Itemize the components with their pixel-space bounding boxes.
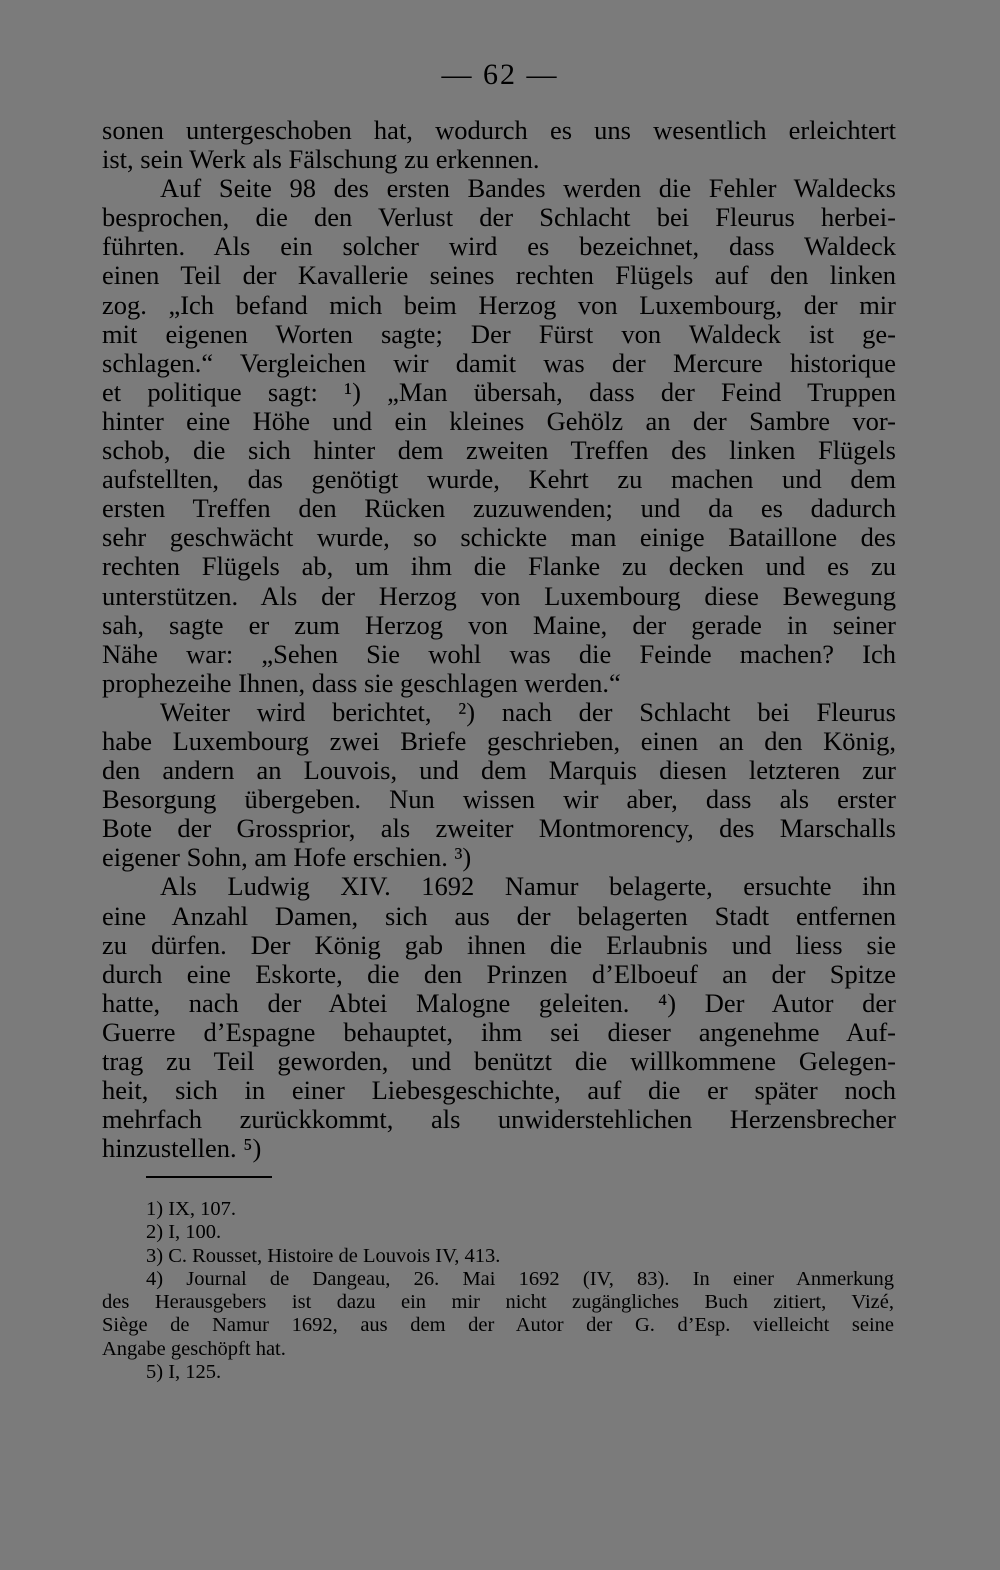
- page-number: — 62 —: [441, 58, 559, 91]
- footnotes: [102, 1198, 894, 1384]
- text-line: hinzustellen. ⁵): [102, 1133, 262, 1164]
- text-line: schlagen.“ Vergleichen wir damit was der Mercure historique: [102, 347, 896, 378]
- footnote-line: Angabe geschöpft hat.: [102, 1337, 286, 1360]
- footnote-line: 2) I, 100.: [146, 1221, 222, 1244]
- text-line: Bote der Grossprior, als zweiter Montmorency, des Marschalls: [102, 813, 896, 844]
- text-line: zog. „Ich befand mich beim Herzog von Luxembourg, der mir: [102, 289, 896, 320]
- text-line: schob, die sich hinter dem zweiten Treffen des linken Flügels: [102, 435, 896, 466]
- text-line: hatte, nach der Abtei Malogne geleiten. ⁴) Der Autor der: [102, 987, 896, 1018]
- text-line: durch eine Eskorte, die den Prinzen d’Elboeuf an der Spitze: [102, 958, 896, 989]
- text-line: Guerre d’Espagne behauptet, ihm sei dieser angenehme Auf-: [102, 1016, 896, 1047]
- footnote-line: Siège de Namur 1692, aus dem der Autor der G. d’Esp. vielleicht seine: [102, 1314, 894, 1337]
- text-line: führten. Als ein solcher wird es bezeichnet, dass Waldeck: [102, 231, 896, 262]
- text-line: habe Luxembourg zwei Briefe geschrieben, einen an den König,: [102, 725, 896, 756]
- text-line: einen Teil der Kavallerie seines rechten Flügels auf den linken: [102, 260, 896, 291]
- footnote-line: 3) C. Rousset, Histoire de Louvois IV, 413.: [146, 1244, 501, 1267]
- text-line: heit, sich in einer Liebesgeschichte, auf die er später noch: [102, 1075, 896, 1106]
- text-line: ist, sein Werk als Fälschung zu erkennen.: [102, 144, 540, 175]
- text-line: den andern an Louvois, und dem Marquis diesen letzteren zur: [102, 755, 896, 786]
- text-line: unterstützen. Als der Herzog von Luxembourg diese Bewegung: [102, 580, 896, 611]
- footnote-line: 5) I, 125.: [146, 1361, 222, 1384]
- text-line: ersten Treffen den Rücken zuzuwenden; und da es dadurch: [102, 493, 896, 524]
- text-line: sehr geschwächt wurde, so schickte man einige Bataillone des: [102, 522, 896, 553]
- text-line: Als Ludwig XIV. 1692 Namur belagerte, ersuchte ihn: [160, 871, 896, 902]
- text-line: Weiter wird berichtet, ²) nach der Schlacht bei Fleurus: [160, 696, 896, 727]
- text-line: sonen untergeschoben hat, wodurch es uns wesentlich erleichtert: [102, 115, 896, 145]
- text-line: mehrfach zurückkommt, als unwiderstehlichen Herzensbrecher: [102, 1104, 896, 1135]
- footnote-line: 1) IX, 107.: [146, 1198, 236, 1220]
- text-line: trag zu Teil geworden, und benützt die willkommene Gelegen-: [102, 1046, 896, 1076]
- text-line: mit eigenen Worten sagte; Der Fürst von Waldeck ist ge-: [102, 318, 896, 349]
- text-line: prophezeihe Ihnen, dass sie geschlagen werden.“: [102, 667, 621, 698]
- footnote-line: des Herausgebers ist dazu ein mir nicht zugängliches Buch zitiert, Vizé,: [102, 1291, 894, 1314]
- text-line: Besorgung übergeben. Nun wissen wir aber, dass als erster: [102, 784, 896, 815]
- footnote-divider: [146, 1176, 272, 1178]
- text-line: hinter eine Höhe und ein kleines Gehölz an der Sambre vor-: [102, 405, 896, 436]
- text-line: sah, sagte er zum Herzog von Maine, der gerade in seiner: [102, 609, 896, 640]
- main-text: [102, 116, 896, 1163]
- text-line: aufstellten, das genötigt wurde, Kehrt zu machen und dem: [102, 464, 896, 495]
- text-line: zu dürfen. Der König gab ihnen die Erlaubnis und liess sie: [102, 929, 896, 960]
- text-line: et politique sagt: ¹) „Man übersah, dass der Feind Truppen: [102, 376, 896, 407]
- text-line: besprochen, die den Verlust der Schlacht bei Fleurus herbei-: [102, 202, 896, 233]
- text-line: eigener Sohn, am Hofe erschien. ³): [102, 842, 472, 873]
- footnote-line: 4) Journal de Dangeau, 26. Mai 1692 (IV, 83). In einer Anmerkung: [146, 1267, 894, 1290]
- text-line: rechten Flügels ab, um ihm die Flanke zu decken und es zu: [102, 551, 896, 582]
- text-line: Auf Seite 98 des ersten Bandes werden die Fehler Waldecks: [160, 173, 896, 204]
- text-line: Nähe war: „Sehen Sie wohl was die Feinde machen? Ich: [102, 638, 896, 669]
- text-line: eine Anzahl Damen, sich aus der belagerten Stadt entfernen: [102, 900, 896, 931]
